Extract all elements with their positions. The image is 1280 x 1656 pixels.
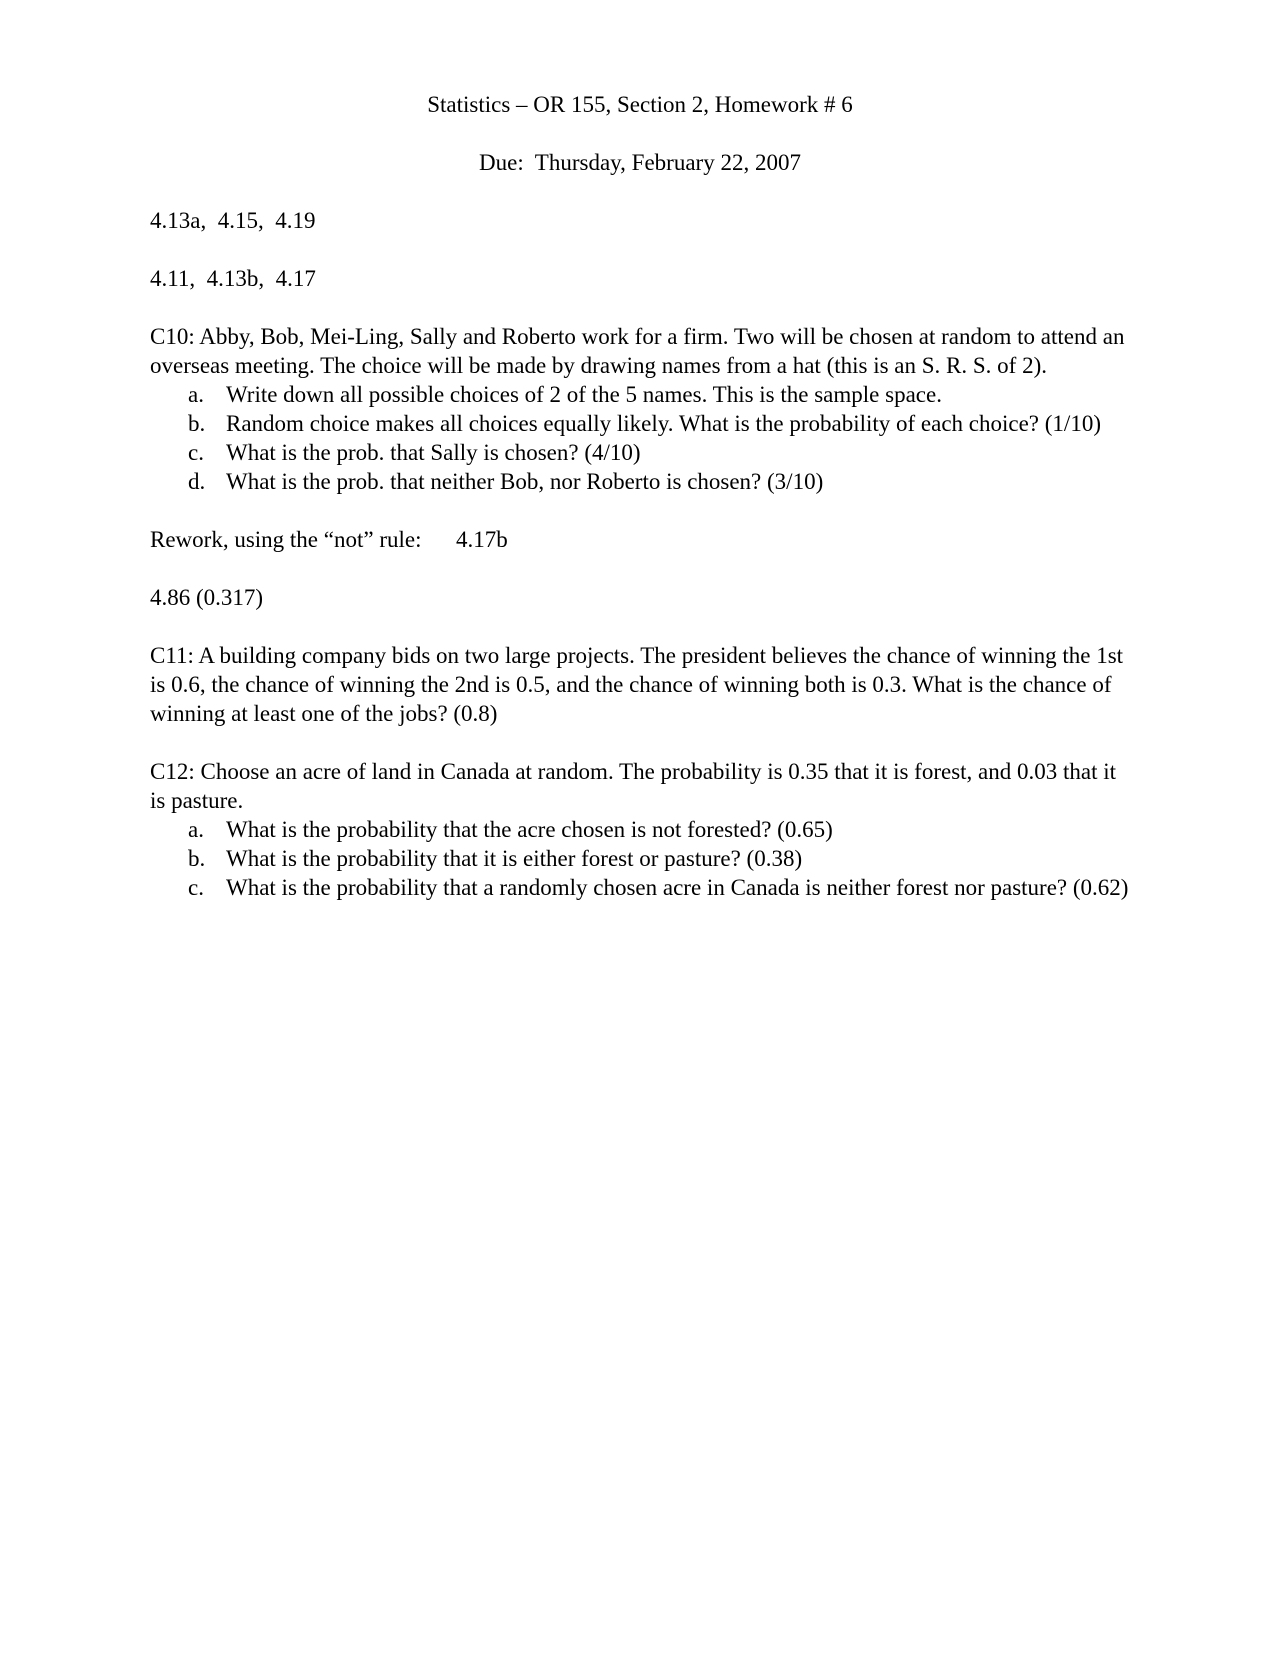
document-page <box>150 90 1130 902</box>
list-item-text: Write down all possible choices of 2 of the 5 names. This is the sample space. <box>226 382 942 407</box>
spacer <box>150 612 1130 641</box>
problem-c10-intro: C10: Abby, Bob, Mei-Ling, Sally and Roberto work for a firm. Two will be chosen at random to attend an overseas meeting. The choice will be made by drawing names from a hat (this is an S. R. S. of 2). <box>150 324 1125 378</box>
problem-c12-intro: C12: Choose an acre of land in Canada at random. The probability is 0.35 that it is forest, and 0.03 that it is pasture. <box>150 759 1117 813</box>
problem-c11-text: C11: A building company bids on two large projects. The president believes the chance of winning the 1st is 0.6, the chance of winning the 2nd is 0.5, and the chance of winning both is 0.3. What is the chance of winning at least one of the jobs? (0.8) <box>150 643 1124 726</box>
problem-c12 <box>150 757 1130 902</box>
list-marker: c. <box>188 875 204 900</box>
list-item-text: What is the prob. that Sally is chosen? (4/10) <box>226 440 641 465</box>
assignment-line-2: 4.11, 4.13b, 4.17 <box>150 266 316 291</box>
problem-c11 <box>150 641 1130 728</box>
list-item-text: What is the probability that a randomly chosen acre in Canada is neither forest nor pasture? (0.62) <box>226 875 1129 900</box>
spacer <box>150 177 1130 206</box>
spacer <box>150 496 1130 525</box>
rework-line: Rework, using the “not” rule: 4.17b <box>150 527 508 552</box>
spacer <box>150 119 1130 148</box>
spacer <box>150 235 1130 264</box>
list-item <box>150 380 1130 409</box>
problem-c12-items <box>150 815 1130 902</box>
list-item-text: What is the probability that it is either forest or pasture? (0.38) <box>226 846 803 871</box>
list-marker: c. <box>188 440 204 465</box>
list-marker: a. <box>188 382 204 407</box>
list-item <box>150 844 1130 873</box>
assignment-line-1: 4.13a, 4.15, 4.19 <box>150 208 316 233</box>
problem-c10-items <box>150 380 1130 496</box>
list-item <box>150 873 1130 902</box>
problem-486: 4.86 (0.317) <box>150 585 264 610</box>
list-item-text: Random choice makes all choices equally likely. What is the probability of each choice? (1/10) <box>226 411 1101 436</box>
problem-c10 <box>150 322 1130 496</box>
spacer <box>150 554 1130 583</box>
list-marker: b. <box>188 846 206 871</box>
list-item-text: What is the probability that the acre chosen is not forested? (0.65) <box>226 817 833 842</box>
list-item <box>150 409 1130 438</box>
list-item <box>150 467 1130 496</box>
spacer <box>150 293 1130 322</box>
spacer <box>150 728 1130 757</box>
list-item-text: What is the prob. that neither Bob, nor Roberto is chosen? (3/10) <box>226 469 824 494</box>
list-item <box>150 438 1130 467</box>
document-title: Statistics – OR 155, Section 2, Homework # 6 <box>427 92 853 117</box>
list-marker: a. <box>188 817 204 842</box>
due-date: Due: Thursday, February 22, 2007 <box>479 150 801 175</box>
list-marker: b. <box>188 411 206 436</box>
list-marker: d. <box>188 469 206 494</box>
list-item <box>150 815 1130 844</box>
